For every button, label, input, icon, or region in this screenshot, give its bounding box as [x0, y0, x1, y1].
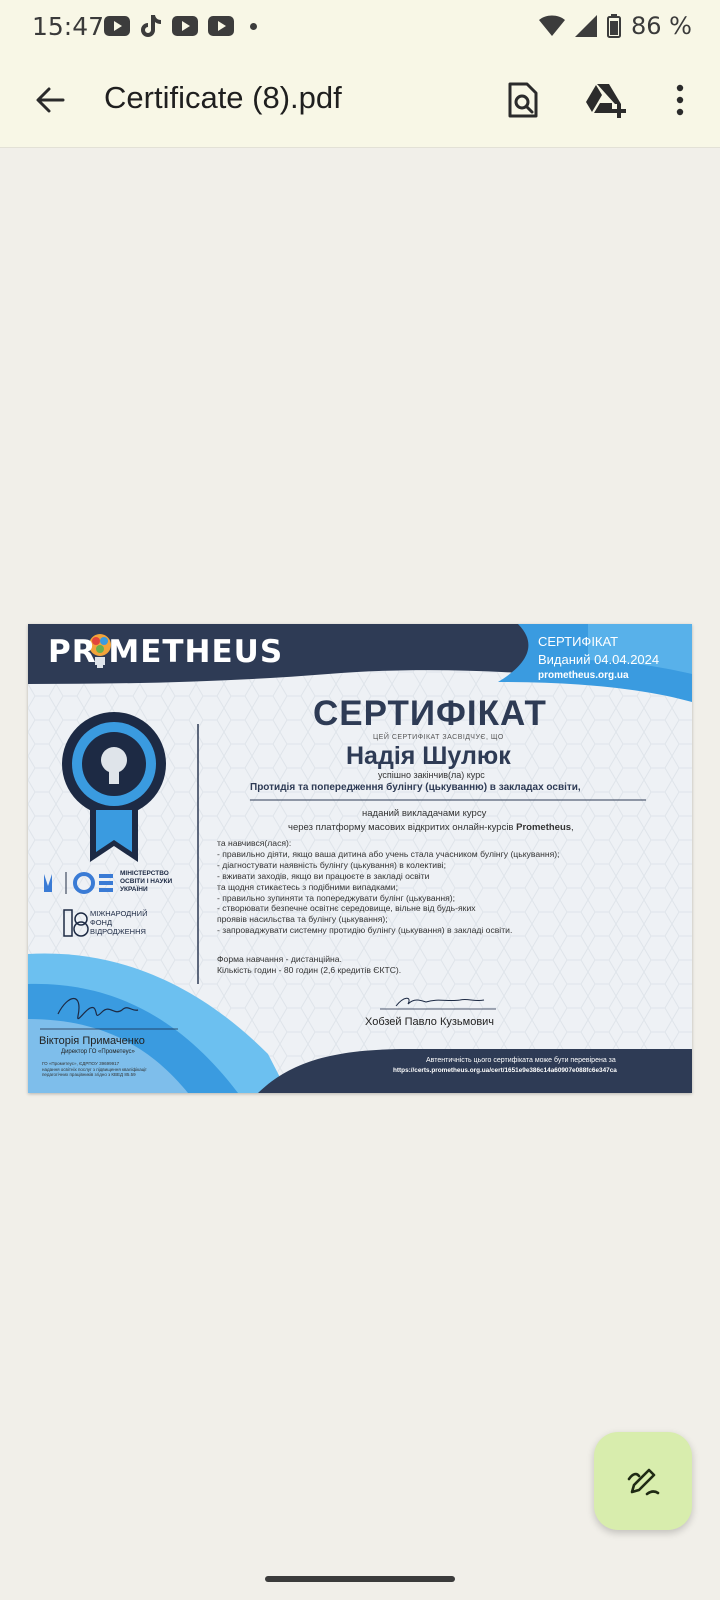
edit-pen-icon [625, 1463, 661, 1499]
signer-left-name: Вікторія Примаченко [39, 1035, 145, 1047]
cell-signal-icon [575, 15, 597, 37]
tiktok-icon [140, 14, 162, 38]
youtube-icon [172, 16, 198, 36]
outcome-line: - правильно діяти, якщо ваша дитина або учень стала учасником булінгу (цькування); [217, 848, 560, 859]
youtube-icon [208, 16, 234, 36]
outcome-line: - вживати заходів, якщо ви працюєте в закладі освіти [217, 870, 430, 881]
certificate-title: СЕРТИФІКАТ [313, 694, 547, 733]
fine-print [42, 1061, 147, 1078]
brand-logo-text: PR METHEUS [48, 634, 284, 670]
arrow-back-icon [34, 84, 66, 116]
platform-name: Prometheus [516, 822, 572, 833]
learning-outcomes [217, 838, 560, 936]
fine-print-line: надання освітніх послуг з підвищення кваліфікації [42, 1066, 147, 1072]
course-name: Протидія та попередження булінгу (цькуванню) в закладах освіти, [250, 782, 581, 793]
outcome-line: - правильно зупиняти та попереджувати булінг (цькування); [217, 892, 456, 903]
signer-left-role: Директор ГО «Прометеус» [61, 1049, 135, 1055]
gesture-handle[interactable] [265, 1576, 455, 1582]
status-bar [0, 0, 720, 52]
outcome-line: проявів насильства та булінгу (цькування); [217, 914, 388, 925]
back-button[interactable] [26, 76, 74, 124]
ministry-line: ОСВІТИ І НАУКИ [120, 877, 173, 885]
status-time: 15:47 [32, 12, 105, 41]
platform-suffix: , [571, 822, 574, 833]
document-title: Certificate (8).pdf [104, 80, 342, 115]
dot-icon [250, 23, 257, 30]
pdf-page[interactable] [28, 624, 692, 1093]
add-to-drive-icon [585, 82, 627, 118]
signer-right-name: Хобзей Павло Кузьмович [365, 1016, 495, 1028]
study-hours: Кількість годин - 80 годин (2,6 кредитів ЄКТС). [217, 965, 402, 975]
taught-by-text: наданий викладачами курсу [362, 808, 487, 819]
irf-line: ВІДРОДЖЕННЯ [90, 927, 146, 936]
attests-text: ЦЕЙ СЕРТИФІКАТ ЗАСВІДЧУЄ, ЩО [373, 734, 504, 741]
find-in-document-button[interactable] [499, 76, 547, 124]
youtube-icon [104, 16, 130, 36]
outcome-line: - запроваджувати системну протидію булінгу (цькування) в закладі освіти. [217, 925, 513, 936]
fine-print-line: ГО «Прометеус», ЄДРПОУ 39699917 [42, 1061, 120, 1066]
wifi-icon [539, 15, 565, 37]
verification-url: https://certs.prometheus.org.ua/cert/1651e9e386c14a60907e088fc6e347ca [393, 1067, 617, 1074]
irf-line: МІЖНАРОДНИЙ [90, 909, 148, 918]
fine-print-line: педагогічних працівників згідно з КВЕД 85.59 [42, 1072, 136, 1077]
study-form: Форма навчання - дистанційна. [217, 954, 342, 964]
ministry-line: МІНІСТЕРСТВО [120, 870, 169, 877]
add-to-drive-button[interactable] [582, 76, 630, 124]
irf-logo-text [90, 909, 147, 936]
ministry-line: УКРАЇНИ [120, 885, 148, 893]
ministry-logo-text [120, 870, 172, 893]
app-bar [0, 52, 720, 148]
irf-line: ФОНД [90, 918, 113, 927]
recipient-name: Надія Шулюк [346, 742, 511, 770]
edit-fab-button[interactable] [594, 1432, 692, 1530]
platform-prefix: через платформу масових відкритих онлайн-курсів [288, 822, 517, 833]
outcome-line: та щодня стикаєтесь з подібними випадками; [217, 881, 398, 892]
more-vert-icon [675, 84, 685, 116]
outcome-line: та навчився(лася): [217, 838, 292, 848]
certificate-header-label: СЕРТИФІКАТ [538, 634, 619, 649]
search-document-icon [507, 81, 539, 119]
notification-icons [104, 14, 257, 38]
navigation-bar [0, 1556, 720, 1600]
site-url: prometheus.org.ua [538, 670, 629, 681]
system-status [539, 12, 692, 40]
outcome-line: - створювати безпечне освітнє середовище, вільне від будь-яких [217, 903, 476, 914]
verification-text: Автентичність цього сертифіката може бути перевірена за [426, 1057, 616, 1064]
issue-date: Виданий 04.04.2024 [538, 652, 660, 667]
completed-text: успішно закінчив(ла) курс [378, 770, 485, 780]
platform-text [288, 822, 574, 833]
outcome-line: - діагностувати наявність булінгу (цькування) в колективі; [217, 859, 446, 870]
battery-icon [607, 14, 621, 38]
battery-percent: 86 % [631, 12, 692, 40]
more-options-button[interactable] [656, 76, 704, 124]
